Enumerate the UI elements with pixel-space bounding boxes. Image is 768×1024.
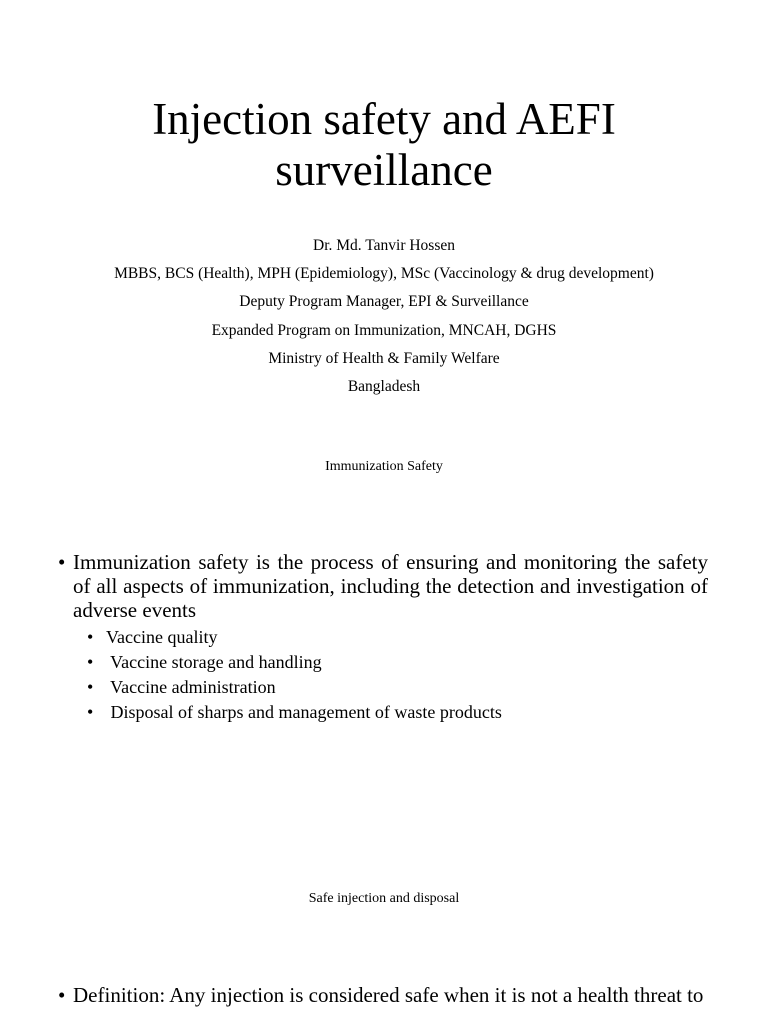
bullet-glyph: • xyxy=(58,550,66,574)
list-item xyxy=(87,625,687,650)
title-line-1: Injection safety and AEFI xyxy=(152,94,616,144)
list-item xyxy=(87,650,687,675)
section-heading-safe-injection: Safe injection and disposal xyxy=(308,891,460,906)
sub-bullet-glyph: • xyxy=(87,677,94,697)
title-line-2: surveillance xyxy=(275,145,493,195)
author-position: Deputy Program Manager, EPI & Surveillance xyxy=(239,293,529,311)
sub-bullet-glyph: • xyxy=(87,702,94,722)
author-name: Dr. Md. Tanvir Hossen xyxy=(313,237,455,254)
author-program: Expanded Program on Immunization, MNCAH, DGHS xyxy=(211,321,557,339)
bullet-glyph: • xyxy=(58,983,66,1007)
sub-bullet-text: Disposal of sharps and management of waste products xyxy=(106,702,502,722)
list-item xyxy=(87,675,687,700)
sub-bullet-list xyxy=(87,625,687,725)
bullet-text: Immunization safety is the process of ensuring and monitoring the safety of all aspects of immunization, including the detection and investigation of adverse events xyxy=(73,550,708,622)
sub-bullet-text: Vaccine storage and handling xyxy=(106,652,322,672)
bullet-text: Definition: Any injection is considered safe when it is not a health threat to xyxy=(73,983,704,1007)
section-heading-immunization-safety: Immunization Safety xyxy=(325,459,443,474)
author-block xyxy=(0,232,768,401)
bullet-definition xyxy=(58,983,708,1007)
sub-bullet-glyph: • xyxy=(87,627,94,647)
list-item xyxy=(87,700,687,725)
sub-bullet-glyph: • xyxy=(87,652,94,672)
document-title xyxy=(0,94,768,196)
bullet-immunization-safety xyxy=(58,550,708,622)
sub-bullet-text: Vaccine quality xyxy=(106,627,218,647)
sub-bullet-text: Vaccine administration xyxy=(106,677,276,697)
author-country: Bangladesh xyxy=(347,378,421,396)
author-degrees: MBBS, BCS (Health), MPH (Epidemiology), MSc (Vaccinology & drug development) xyxy=(114,265,654,283)
author-ministry: Ministry of Health & Family Welfare xyxy=(268,349,500,367)
